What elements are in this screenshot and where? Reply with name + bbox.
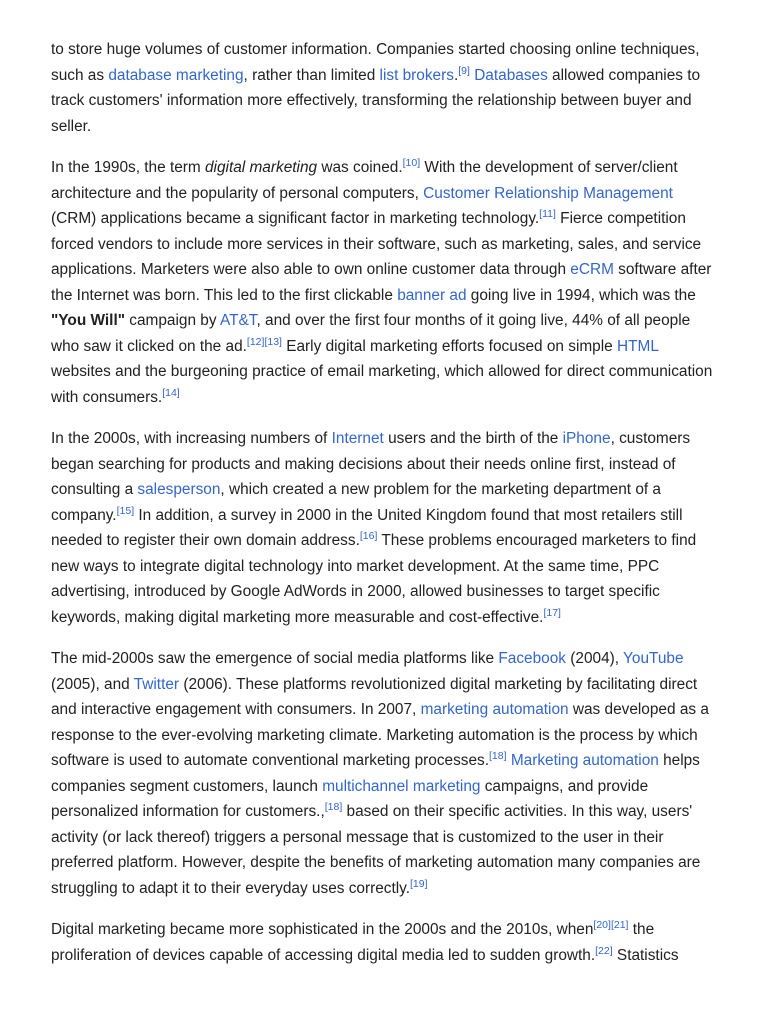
- link-banner-ad[interactable]: banner ad: [397, 286, 467, 304]
- citation: [247, 335, 265, 347]
- article-paragraph-5: [51, 917, 721, 968]
- paragraph-text: In the 1990s, the term: [51, 159, 205, 176]
- bold-term: "You Will": [51, 312, 126, 329]
- citation-link-10[interactable]: [10]: [402, 156, 421, 169]
- citation-link-21[interactable]: [21]: [610, 918, 629, 931]
- link-customer-relationship-management[interactable]: Customer Relationship Management: [423, 184, 673, 202]
- citation-link-17[interactable]: [17]: [543, 606, 561, 619]
- citation-link-14[interactable]: [14]: [162, 386, 180, 399]
- citation-link-15[interactable]: [15]: [116, 504, 135, 517]
- paragraph-text: (2006). These platforms revolutionized digital marketing by facilitating direct and interactive engagement with consumers. In 2007,: [51, 675, 698, 718]
- citation-link-13[interactable]: [13]: [264, 335, 282, 348]
- paragraph-text: , and over the first four months of it going live, 44% of all people who saw it clicked on the ad.: [51, 312, 691, 355]
- link-marketing-automation[interactable]: Marketing automation: [510, 752, 659, 769]
- citation-link-22[interactable]: [22]: [595, 944, 613, 957]
- citation: [458, 64, 470, 76]
- link-ecrm[interactable]: eCRM: [570, 261, 614, 278]
- paragraph-text: to store huge volumes of customer information. Companies started choosing online techniques, such as: [51, 41, 700, 84]
- paragraph-text: Fierce competition forced vendors to include more services in their software, such as marketing, sales, and service applications. Marketers were also able to own online customer data through: [51, 210, 702, 278]
- citation-link-16[interactable]: [16]: [359, 529, 378, 542]
- paragraph-text: With the development of server/client architecture and the popularity of personal computers,: [51, 159, 678, 202]
- paragraph-text: users and the birth of the: [383, 430, 563, 447]
- paragraph-text: The mid-2000s saw the emergence of social media platforms like: [51, 650, 499, 667]
- link-html[interactable]: HTML: [617, 337, 659, 355]
- citation: [117, 504, 135, 516]
- emphasized-term: digital marketing: [205, 159, 318, 176]
- article-paragraph-3: [51, 426, 721, 630]
- paragraph-text: was developed as a response to the ever-evolving marketing climate. Marketing automation is the process by which software is used to automate conventional marketing processes.: [51, 701, 709, 769]
- paragraph-text: In the 2000s, with increasing numbers of: [51, 430, 332, 447]
- citation: [595, 944, 613, 956]
- citation: [539, 208, 556, 220]
- citation-link-20[interactable]: [20]: [593, 918, 611, 931]
- link-facebook[interactable]: Facebook: [498, 650, 566, 667]
- article-paragraph-1: [51, 37, 721, 139]
- paragraph-text: Digital marketing became more sophisticated in the 2000s and the 2010s, when: [51, 921, 594, 938]
- paragraph-text: helps companies segment customers, launch: [51, 752, 700, 795]
- link-databases[interactable]: Databases: [474, 66, 548, 84]
- citation-link-12[interactable]: [12]: [246, 335, 265, 348]
- paragraph-text: These problems encouraged marketers to find new ways to integrate digital technology into market development. At the same time, PPC advertising, introduced by Google AdWords in 2000, allowed businesses to target specific keywords, making digital marketing more measurable and cost-effective.: [51, 532, 697, 626]
- paragraph-text: In addition, a survey in 2000 in the United Kingdom found that most retailers still needed to register their own domain address.: [51, 506, 683, 549]
- citation: [611, 919, 629, 931]
- citation-link-18[interactable]: [18]: [489, 749, 507, 762]
- link-at-t[interactable]: AT&T: [219, 312, 257, 329]
- paragraph-text: (2004),: [565, 650, 624, 667]
- link-internet[interactable]: Internet: [331, 430, 384, 447]
- paragraph-text: going live in 1994, which was the: [466, 286, 696, 304]
- citation: [489, 750, 507, 762]
- article-paragraph-2: [51, 155, 721, 410]
- citation: [264, 335, 282, 347]
- citation: [410, 877, 428, 889]
- paragraph-text: , rather than limited: [243, 66, 380, 84]
- paragraph-text: , customers began searching for products and making decisions about their needs online first, instead of consulting a: [51, 430, 691, 498]
- citation: [593, 919, 611, 931]
- paragraph-text: allowed companies to track customers' information more effectively, transforming the relationship between buyer and seller.: [51, 66, 701, 135]
- citation: [543, 606, 561, 618]
- article-paragraph-4: [51, 646, 721, 901]
- link-salesperson[interactable]: salesperson: [137, 481, 221, 498]
- paragraph-text: (CRM) applications became a significant factor in marketing technology.: [51, 210, 540, 227]
- paragraph-text: Statistics: [612, 946, 679, 964]
- paragraph-text: the proliferation of devices capable of accessing digital media led to sudden growth.: [51, 921, 655, 964]
- paragraph-text: , which created a new problem for the marketing department of a company.: [51, 481, 661, 524]
- citation-link-11[interactable]: [11]: [539, 207, 556, 220]
- paragraph-text: Early digital marketing efforts focused on simple: [281, 337, 617, 355]
- citation: [360, 530, 378, 542]
- paragraph-text: websites and the burgeoning practice of email marketing, which allowed for direct communication with consumers.: [51, 363, 713, 406]
- link-list-brokers[interactable]: list brokers: [379, 66, 454, 84]
- citation-link-18[interactable]: [18]: [324, 800, 343, 813]
- citation: [162, 386, 180, 398]
- paragraph-text: campaign by: [125, 312, 220, 329]
- citation-link-19[interactable]: [19]: [410, 877, 428, 890]
- paragraph-text: (2005), and: [51, 675, 134, 693]
- paragraph-text: software after the Internet was born. This led to the first clickable: [51, 261, 712, 304]
- paragraph-text: was coined.: [317, 159, 403, 176]
- link-twitter[interactable]: Twitter: [133, 675, 180, 693]
- link-iphone[interactable]: iPhone: [562, 430, 611, 447]
- paragraph-text: .: [453, 66, 459, 84]
- link-database-marketing[interactable]: database marketing: [108, 66, 244, 84]
- link-youtube[interactable]: YouTube: [623, 650, 684, 667]
- link-marketing-automation[interactable]: marketing automation: [420, 701, 569, 718]
- article-body: [51, 37, 721, 984]
- citation-link-9[interactable]: [9]: [458, 64, 470, 77]
- paragraph-text: campaigns, and provide personalized information for customers.,: [51, 777, 649, 820]
- citation: [325, 801, 343, 813]
- link-multichannel-marketing[interactable]: multichannel marketing: [322, 777, 481, 795]
- paragraph-text: based on their specific activities. In this way, users' activity (or lack thereof) triggers a personal message that is customized to the user in their preferred platform. However, despite the benefits of marketing automation many companies are struggling to adapt it to their everyday uses correctly.: [51, 803, 701, 897]
- citation: [403, 157, 421, 169]
